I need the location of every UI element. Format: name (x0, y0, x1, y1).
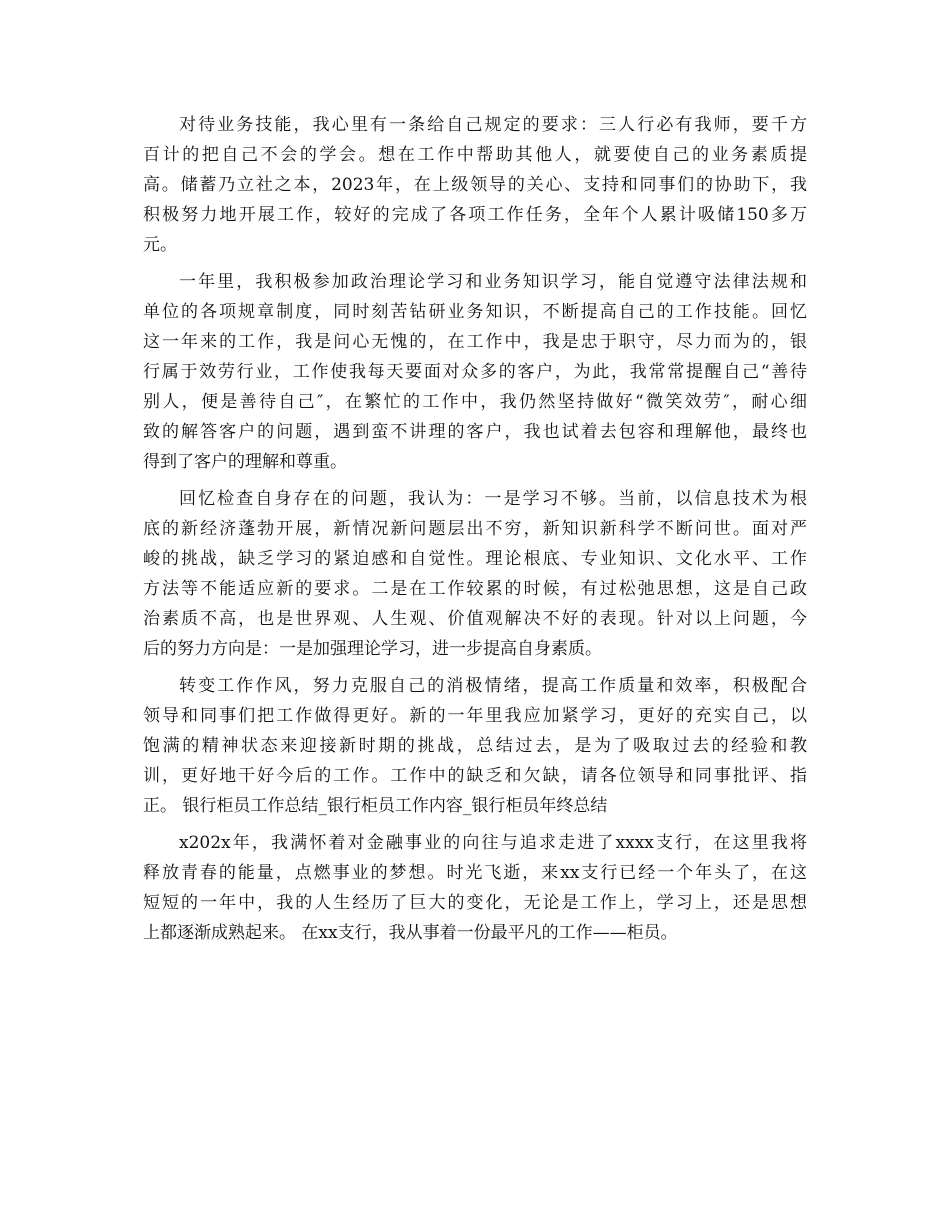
text-line: 高。储蓄乃立社之本，2023年，在上级领导的关心、支持和同事们的协助下，我 (143, 175, 807, 195)
text-line: 正。 银行柜员工作总结_银行柜员工作内容_银行柜员年终总结 (143, 796, 608, 816)
paragraph-skills (143, 110, 807, 260)
text-line: 治素质不高，也是世界观、人生观、价值观解决不好的表现。针对以上问题，今 (143, 609, 807, 629)
text-line: 训，更好地干好今后的工作。工作中的缺乏和欠缺，请各位领导和同事批评、指 (143, 766, 807, 786)
text-line: 领导和同事们把工作做得更好。新的一年里我应加紧学习，更好的充实自己，以 (143, 706, 807, 726)
text-line: 百计的把自己不会的学会。想在工作中帮助其他人，就要使自己的业务素质提 (143, 145, 807, 165)
text-line: 转变工作作风，努力克服自己的消极情绪，提高工作质量和效率，积极配合 (179, 676, 807, 696)
text-line: 一年里，我积极参加政治理论学习和业务知识学习，能自觉遵守法律法规和 (179, 272, 807, 292)
paragraph-teller-intro (143, 828, 807, 948)
paragraph-year-review (143, 267, 807, 477)
text-line: 这一年来的工作，我是问心无愧的，在工作中，我是忠于职守，尽力而为的，银 (143, 332, 807, 352)
text-line: 行属于效劳行业，工作使我每天要面对众多的客户，为此，我常常提醒自己“善待 (143, 362, 807, 382)
text-line: 饱满的精神状态来迎接新时期的挑战，总结过去，是为了吸取过去的经验和教 (143, 736, 807, 756)
text-line: 致的解答客户的问题，遇到蛮不讲理的客户，我也试着去包容和理解他，最终也 (143, 422, 807, 442)
text-line: 底的新经济蓬勃开展，新情况新问题层出不穷，新知识新科学不断问世。面对严 (143, 519, 807, 539)
text-line: 释放青春的能量，点燃事业的梦想。时光飞逝，来xx支行已经一个年头了，在这 (143, 863, 807, 883)
text-line: x202x年，我满怀着对金融事业的向往与追求走进了xxxx支行，在这里我将 (179, 833, 807, 853)
text-line: 回忆检查自身存在的问题，我认为：一是学习不够。当前，以信息技术为根 (179, 489, 807, 509)
document-body (143, 110, 807, 955)
text-line: 单位的各项规章制度，同时刻苦钻研业务知识，不断提高自己的工作技能。回忆 (143, 302, 807, 322)
paragraph-problems (143, 484, 807, 664)
text-line: 别人，便是善待自己″，在繁忙的工作中，我仍然坚持做好“微笑效劳″，耐心细 (143, 392, 807, 412)
text-line: 对待业务技能，我心里有一条给自己规定的要求：三人行必有我师，要千方 (179, 115, 807, 135)
text-line: 元。 (143, 235, 177, 255)
text-line: 后的努力方向是：一是加强理论学习，进一步提高自身素质。 (143, 639, 602, 659)
text-line: 上都逐渐成熟起来。 在xx支行，我从事着一份最平凡的工作——柜员。 (143, 923, 678, 943)
text-line: 积极努力地开展工作，较好的完成了各项工作任务，全年个人累计吸储150多万 (143, 205, 807, 225)
text-line: 得到了客户的理解和尊重。 (143, 452, 347, 472)
text-line: 短短的一年中，我的人生经历了巨大的变化，无论是工作上，学习上，还是思想 (143, 893, 807, 913)
text-line: 峻的挑战，缺乏学习的紧迫感和自觉性。理论根底、专业知识、文化水平、工作 (143, 549, 807, 569)
text-line: 方法等不能适应新的要求。二是在工作较累的时候，有过松弛思想，这是自己政 (143, 579, 807, 599)
paragraph-improvement (143, 671, 807, 821)
